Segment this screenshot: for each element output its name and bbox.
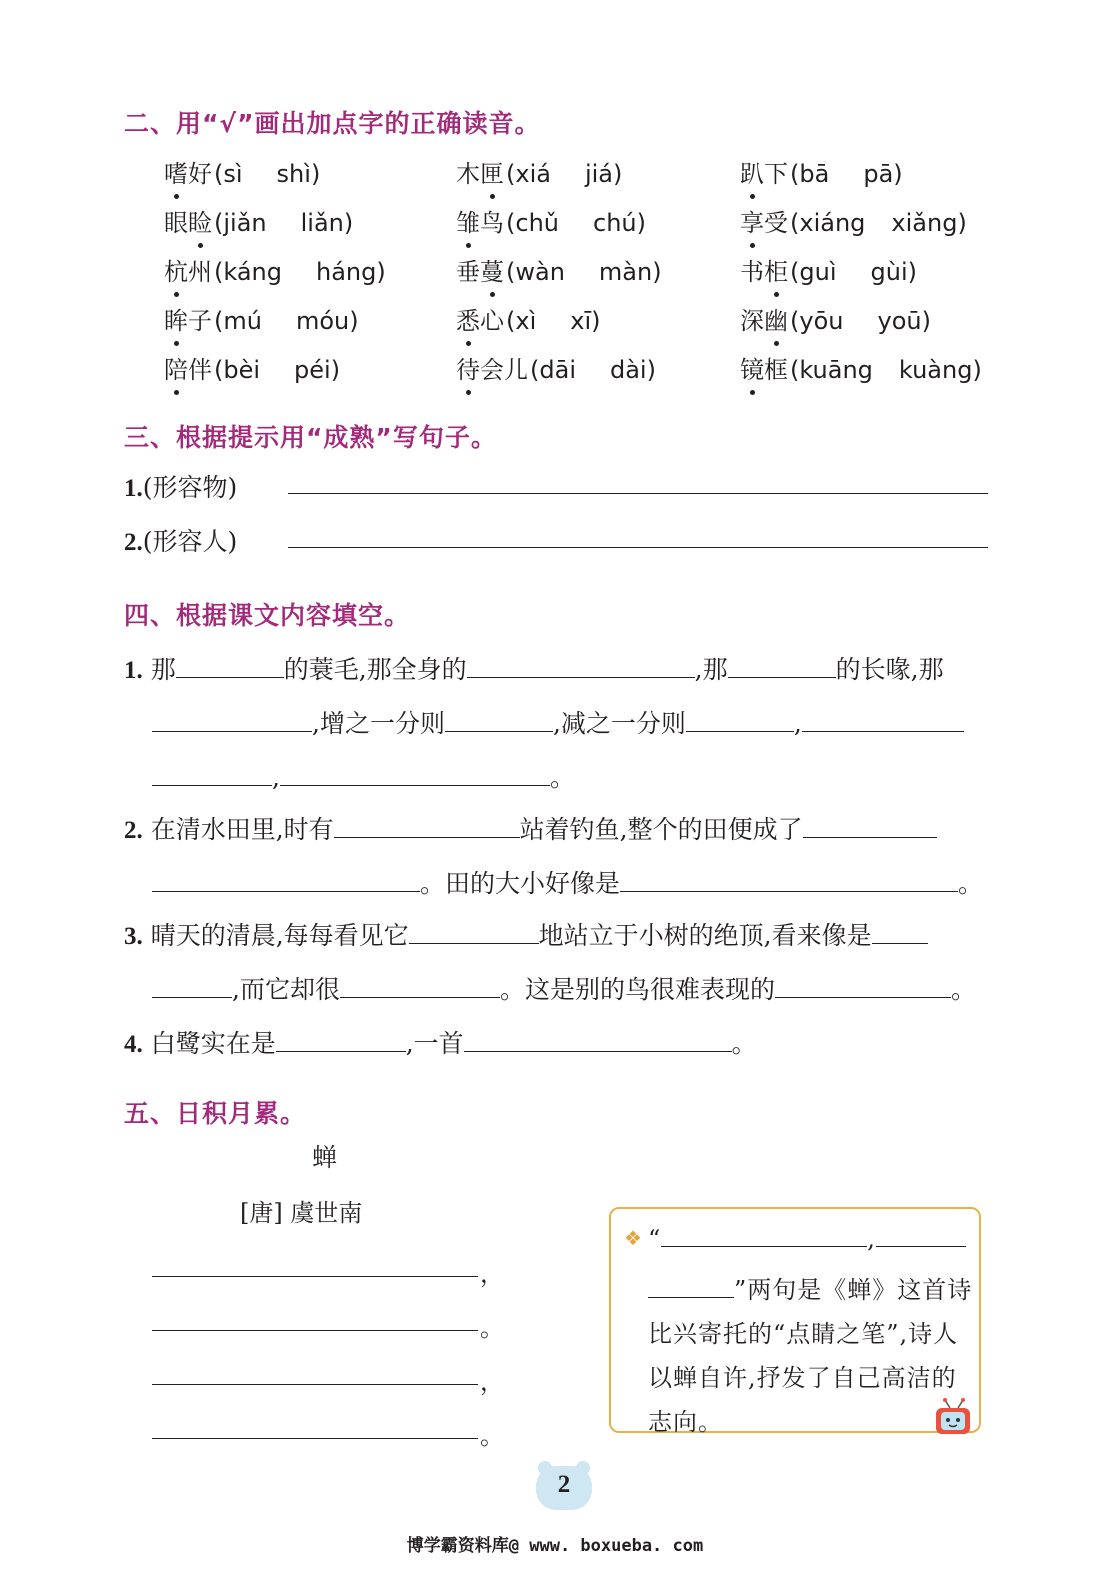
- section-4-heading: 四、根据课文内容填空。: [124, 601, 411, 630]
- fill-blank[interactable]: [872, 921, 928, 944]
- pinyin-item: 镜框(kuāng kuàng): [740, 350, 982, 385]
- fill-blank[interactable]: [152, 975, 232, 998]
- pinyin-item: 木匣(xiá jiá): [456, 154, 622, 189]
- pinyin-item: 杭州(káng háng): [164, 252, 386, 287]
- poem-author: [唐] 虞世南: [240, 1199, 363, 1227]
- pinyin-item: 待会儿(dāi dài): [456, 350, 656, 385]
- fill-question-3: 3. 晴天的清晨,每每看见它 地站立于小树的绝顶,看来像是: [124, 916, 928, 952]
- pinyin-item: 眸子(mú móu): [164, 301, 359, 336]
- fill-question-3-line2: ,而它却很 。这是别的鸟很难表现的 。: [152, 970, 976, 1006]
- line-punctuation: ，: [480, 1368, 504, 1396]
- pinyin-item: 眼睑(jiǎn liǎn): [164, 203, 353, 238]
- answer-line[interactable]: [288, 471, 988, 494]
- line-punctuation: 。: [480, 1314, 504, 1342]
- page-number-badge: [536, 1466, 592, 1510]
- tip-line-4: 以蝉自许,抒发了自己高洁的: [648, 1364, 957, 1392]
- pinyin-item: 深幽(yōu yoū): [740, 301, 931, 336]
- pinyin-item: 悉心(xì xī): [456, 301, 601, 336]
- sentence-item: 1.(形容物): [124, 473, 238, 502]
- tip-blank[interactable]: [876, 1224, 966, 1247]
- fill-blank[interactable]: [686, 709, 794, 732]
- fill-blank[interactable]: [409, 921, 539, 944]
- fill-blank[interactable]: [803, 815, 937, 838]
- fill-blank[interactable]: [728, 655, 836, 678]
- poem-title: 蝉: [312, 1143, 338, 1172]
- fill-question-1-line3: , 。: [152, 758, 575, 794]
- answer-line[interactable]: [288, 525, 988, 548]
- fill-blank[interactable]: [152, 763, 272, 786]
- poem-line-blank[interactable]: [152, 1252, 478, 1277]
- footer-watermark: 博学霸资料库@ www. boxueba. com: [406, 1536, 704, 1556]
- pinyin-item: 陪伴(bèi péi): [164, 350, 340, 385]
- poem-line-blank[interactable]: [152, 1306, 478, 1331]
- tip-line-5: 志向。: [648, 1408, 723, 1436]
- tip-blank[interactable]: [661, 1224, 867, 1247]
- pinyin-item: 趴下(bā pā): [740, 154, 903, 189]
- pinyin-item: 享受(xiáng xiǎng): [740, 203, 967, 238]
- fill-question-1-line2: ,增之一分则 ,减之一分则 ,: [152, 704, 964, 740]
- fill-blank[interactable]: [276, 1029, 406, 1052]
- fill-blank[interactable]: [464, 1029, 732, 1052]
- pinyin-item: 嗜好(sì shì): [164, 154, 320, 189]
- fill-blank[interactable]: [775, 975, 951, 998]
- section-2-heading: 二、用“√”画出加点字的正确读音。: [124, 109, 541, 138]
- fill-question-2-line2: 。田的大小好像是 。: [152, 864, 983, 900]
- section-3-heading: 三、根据提示用“成熟”写句子。: [124, 423, 497, 452]
- tv-mascot-icon: [932, 1398, 976, 1442]
- fill-blank[interactable]: [280, 763, 550, 786]
- fill-blank[interactable]: [802, 709, 964, 732]
- fill-blank[interactable]: [152, 709, 312, 732]
- tip-line-1: “ ,: [648, 1224, 966, 1253]
- pinyin-item: 雏鸟(chǔ chú): [456, 203, 646, 238]
- fill-blank[interactable]: [445, 709, 553, 732]
- pinyin-item: 书柜(guì gùi): [740, 252, 917, 287]
- fill-question-1: 1. 那 的蓑毛,那全身的 ,那 的长喙,那: [124, 655, 944, 684]
- fill-blank[interactable]: [176, 655, 284, 678]
- fill-question-4: 4. 白鹭实在是 ,一首 。: [124, 1029, 757, 1058]
- fill-blank[interactable]: [467, 655, 695, 678]
- poem-line-blank[interactable]: [152, 1414, 478, 1439]
- tip-line-3: 比兴寄托的“点睛之笔”,诗人: [648, 1320, 959, 1348]
- line-punctuation: ，: [480, 1260, 504, 1288]
- pinyin-item: 垂蔓(wàn màn): [456, 252, 662, 287]
- sentence-item: 2.(形容人): [124, 527, 238, 556]
- fill-blank[interactable]: [334, 815, 520, 838]
- page-number: 2: [557, 1471, 571, 1498]
- tip-line-2: ”两句是《蝉》这首诗: [648, 1270, 972, 1305]
- fill-blank[interactable]: [340, 975, 500, 998]
- poem-line-blank[interactable]: [152, 1360, 478, 1385]
- diamond-bullet-icon: ❖: [624, 1226, 643, 1250]
- tip-blank[interactable]: [648, 1275, 734, 1298]
- fill-blank[interactable]: [620, 869, 958, 892]
- line-punctuation: 。: [480, 1422, 504, 1450]
- fill-question-2: 2. 在清水田里,时有 站着钓鱼,整个的田便成了: [124, 810, 937, 846]
- section-5-heading: 五、日积月累。: [124, 1099, 307, 1128]
- fill-blank[interactable]: [152, 869, 420, 892]
